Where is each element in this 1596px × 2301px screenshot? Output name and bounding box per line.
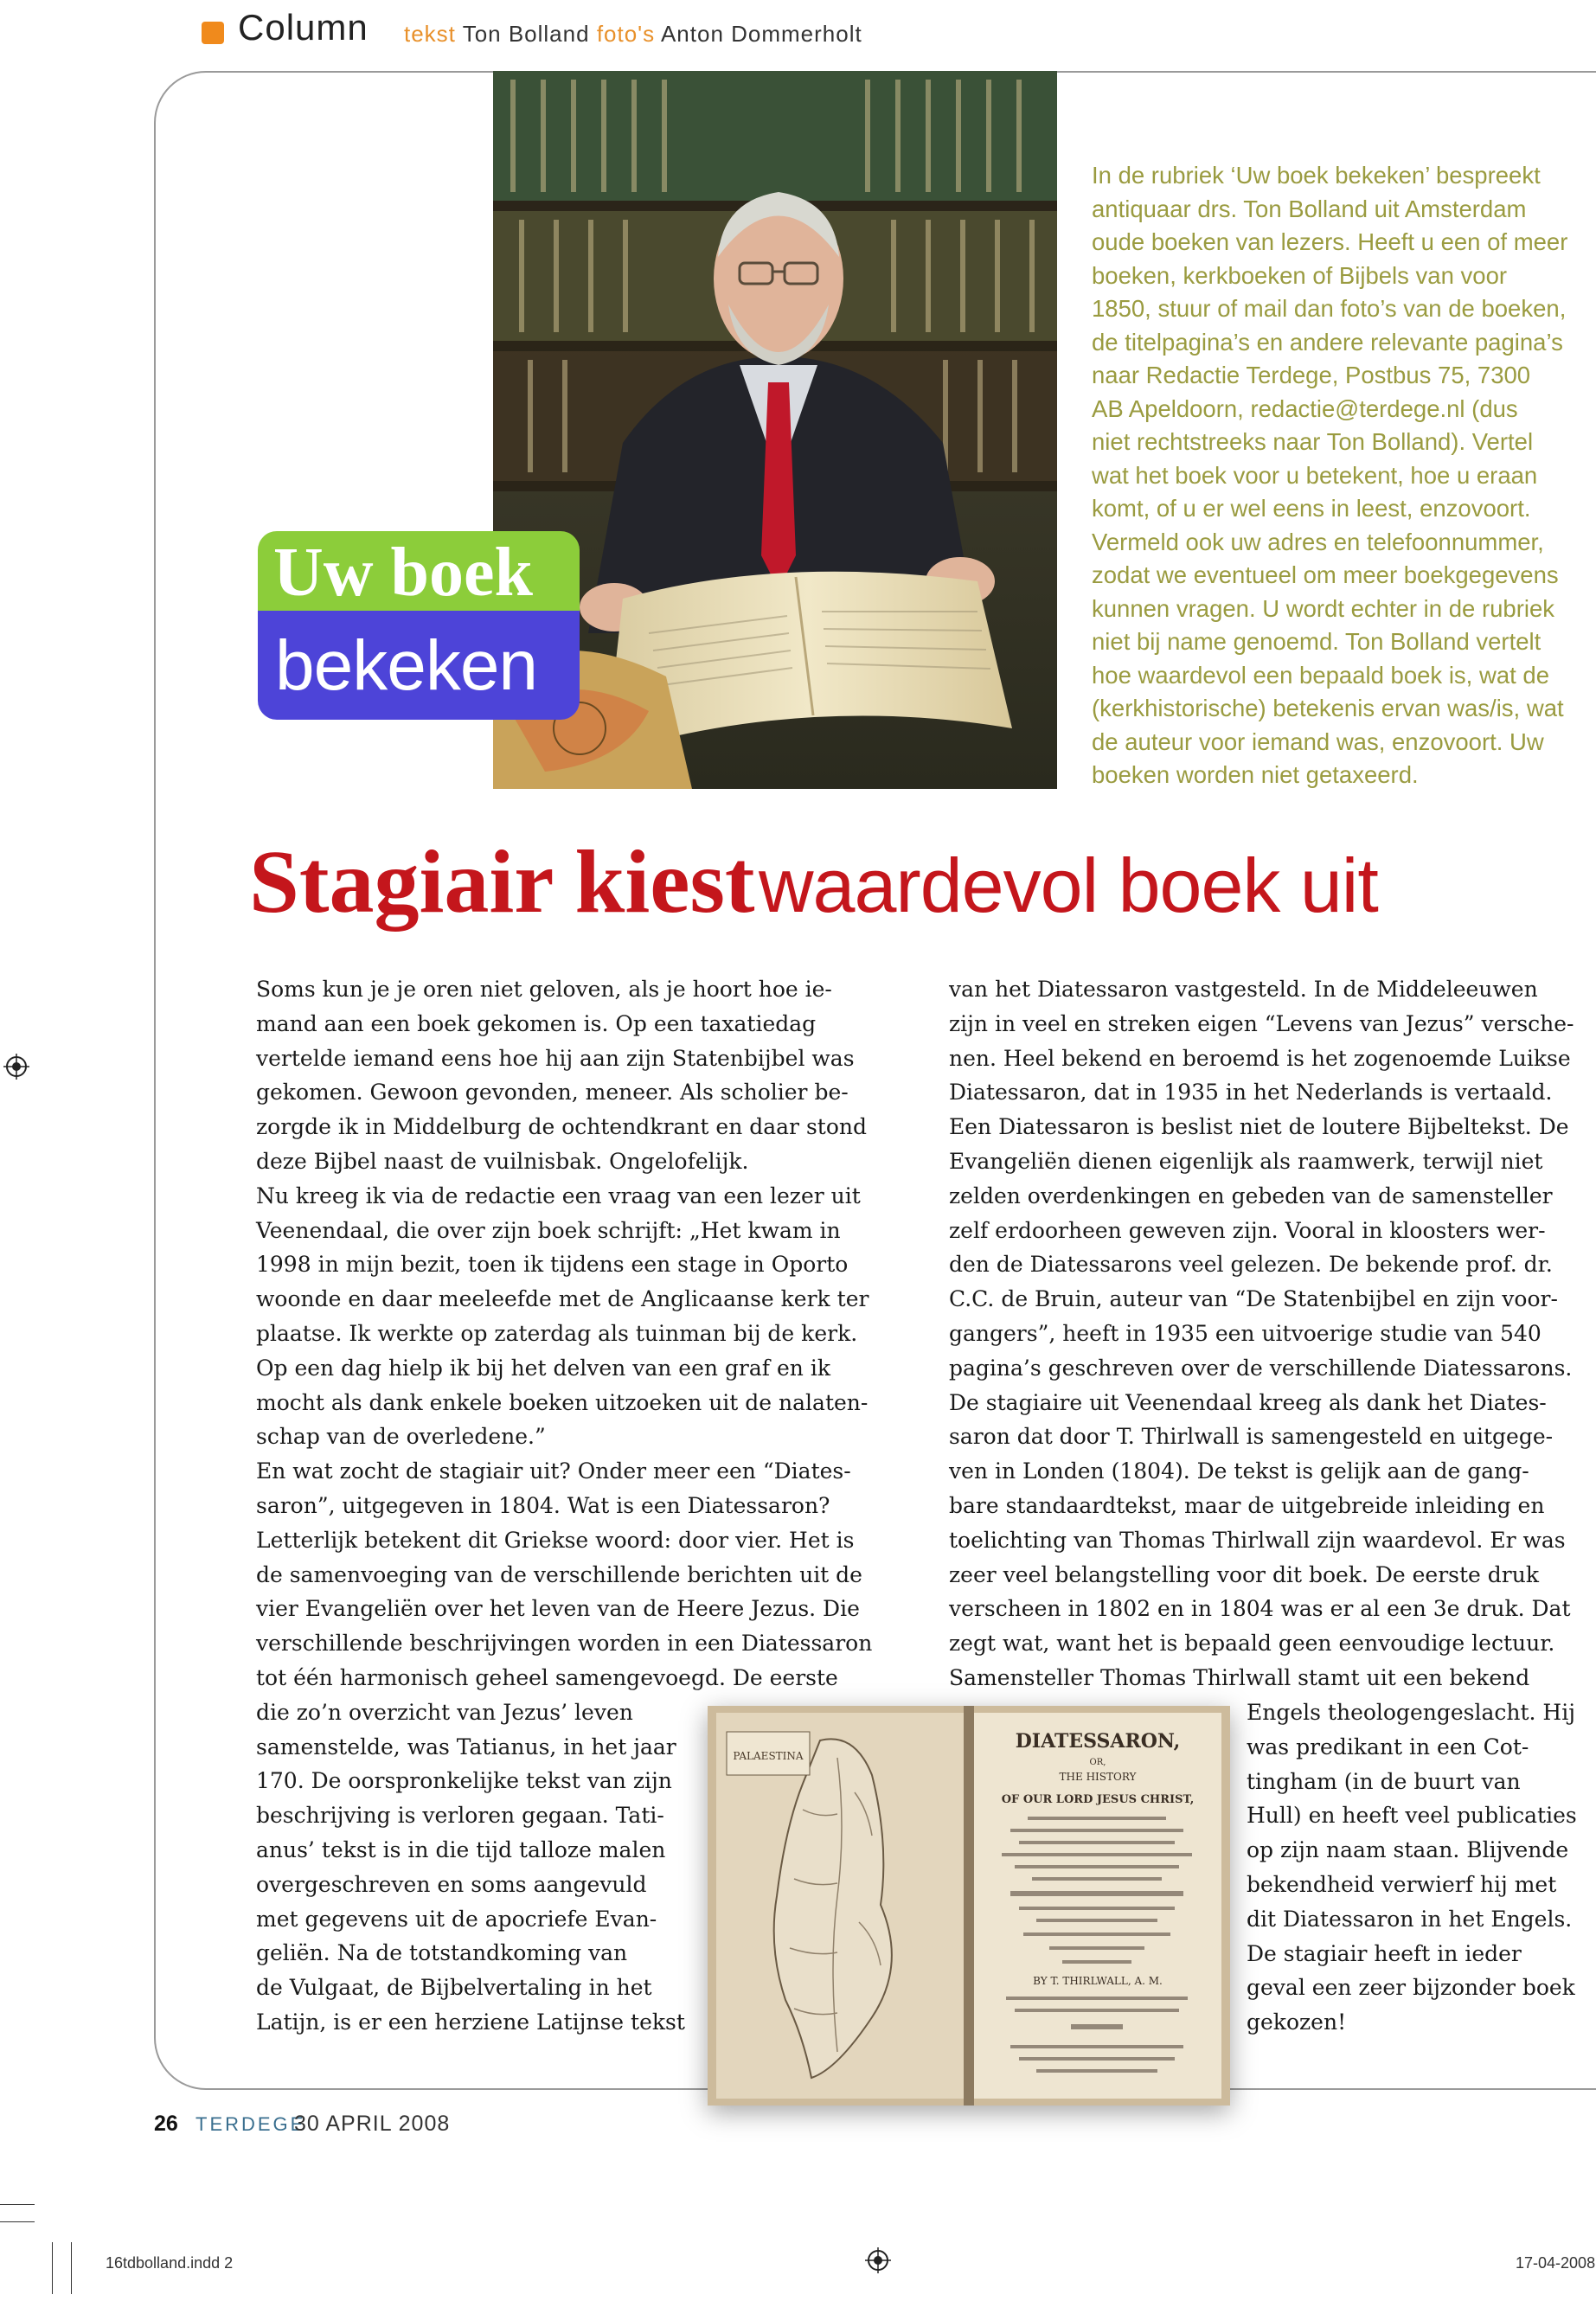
body-line: zijn in veel en streken eigen “Levens van Jezus” versche- xyxy=(949,1010,1574,1036)
body-line: De stagiaire uit Veenendaal kreeg als dank het Diates- xyxy=(949,1389,1547,1415)
body-column-3 xyxy=(1247,1695,1577,2040)
crop-mark xyxy=(71,2242,72,2294)
slug-file: 16tdbolland.indd 2 xyxy=(106,2254,234,2272)
body-line: Engels theologengeslacht. Hij xyxy=(1247,1700,1575,1725)
intro-line: niet rechtstreeks naar Ton Bolland). Vertel xyxy=(1092,428,1534,455)
body-line: saron”, uitgegeven in 1804. Wat is een Diatessaron? xyxy=(256,1492,830,1518)
body-line: saron dat door T. Thirlwall is samengesteld en uitgege- xyxy=(949,1424,1554,1450)
body-line: Nu kreeg ik via de redactie een vraag van een lezer uit xyxy=(256,1183,861,1208)
body-line: gangers”, heeft in 1935 een uitvoerige studie van 540 xyxy=(949,1320,1542,1346)
credit-photo-label: foto's xyxy=(596,21,656,47)
body-line: geliën. Na de totstandkoming van xyxy=(256,1940,628,1966)
author-name: Ton Bolland xyxy=(462,21,590,47)
body-line: 170. De oorspronkelijke tekst van zijn xyxy=(256,1768,672,1794)
body-line: verschillende beschrijvingen worden in een Diatessaron xyxy=(256,1631,873,1657)
body-line: ven in Londen (1804). De tekst is gelijk aan de gang- xyxy=(949,1458,1529,1484)
body-line: den de Diatessarons veel gelezen. De bekende prof. dr. xyxy=(949,1252,1553,1278)
body-line: zelden overdenkingen en gebeden van de samensteller xyxy=(949,1183,1553,1208)
body-line: Een Diatessaron is beslist niet de loutere Bijbeltekst. De xyxy=(949,1114,1569,1140)
publication-name: TERDEGE xyxy=(195,2113,306,2135)
body-line: verscheen in 1802 en in 1804 was er al een 3e druk. Dat xyxy=(949,1596,1571,1622)
body-line: mocht als dank enkele boeken uitzoeken uit de nalaten- xyxy=(256,1389,869,1415)
body-line: was predikant in een Cot- xyxy=(1247,1734,1529,1759)
body-line: Soms kun je je oren niet geloven, als je hoort hoe ie- xyxy=(256,977,832,1002)
intro-line: zodat we eventueel om meer boekgegevens xyxy=(1092,561,1559,588)
body-line: toelichting van Thomas Thirlwall zijn waardevol. Er was xyxy=(949,1527,1566,1553)
intro-line: niet bij name genoemd. Ton Bolland vertelt xyxy=(1092,628,1542,655)
body-line: Evangeliën dienen eigenlijk als raamwerk, terwijl niet xyxy=(949,1148,1543,1174)
section-bullet xyxy=(202,22,224,44)
body-column-2 xyxy=(949,972,1574,1695)
intro-line: boeken worden niet getaxeerd. xyxy=(1092,761,1419,788)
crop-mark xyxy=(0,2204,35,2205)
intro-line: de titelpagina’s en andere relevante pagina’s xyxy=(1092,328,1563,356)
intro-line: (kerkhistorische) betekenis ervan was/is, wat xyxy=(1092,695,1564,721)
crop-mark xyxy=(52,2242,53,2294)
body-line: Samensteller Thomas Thirlwall stamt uit een bekend xyxy=(949,1664,1530,1690)
body-line: dit Diatessaron in het Engels. xyxy=(1247,1906,1573,1932)
map-label: PALAESTINA xyxy=(733,1750,804,1762)
body-line: gekozen! xyxy=(1247,2009,1347,2035)
book-or: OR, xyxy=(1089,1758,1106,1767)
body-line: 1998 in mijn bezit, toen ik tijdens een stage in Oporto xyxy=(256,1252,849,1278)
book-author: BY T. THIRLWALL, A. M. xyxy=(1033,1975,1163,1987)
body-line: de samenvoeging van de verschillende berichten uit de xyxy=(256,1561,862,1587)
photographer-name: Anton Dommerholt xyxy=(660,21,862,47)
body-line: overgeschreven en soms aangevuld xyxy=(256,1871,647,1897)
body-line: zeer veel belangstelling voor dit boek. De eerste druk xyxy=(949,1561,1539,1587)
body-line: deze Bijbel naast de vuilnisbak. Ongelofelijk. xyxy=(256,1148,749,1174)
intro-text xyxy=(1092,159,1576,792)
intro-line: kunnen vragen. U wordt echter in de rubriek xyxy=(1092,594,1555,622)
slug-date: 17-04-2008 xyxy=(1516,2254,1596,2272)
book-title: DIATESSARON, xyxy=(1015,1730,1181,1753)
body-line: Hull) en heeft veel publicaties xyxy=(1247,1803,1577,1829)
body-line: pagina’s geschreven over de verschillende Diatessarons. xyxy=(949,1355,1573,1381)
body-line: Latijn, is er een herziene Latijnse tekst xyxy=(256,2009,685,2035)
body-line: op zijn naam staan. Blijvende xyxy=(1247,1837,1569,1863)
body-line: vier Evangeliën over het leven van de Heere Jezus. Die xyxy=(256,1596,860,1622)
badge-title-line1: Uw boek xyxy=(273,535,534,611)
book-photo-illustration xyxy=(708,1706,1230,2106)
body-line: mand aan een boek gekomen is. Op een taxatiedag xyxy=(256,1010,817,1036)
headline-bold: Stagiair kiest xyxy=(249,832,755,932)
body-line: En wat zocht de stagiair uit? Onder meer een “Diates- xyxy=(256,1458,851,1484)
intro-line: hoe waardevol een bepaald boek is, wat de xyxy=(1092,661,1549,689)
body-line: Op een dag hielp ik bij het delven van een graf en ik xyxy=(256,1355,830,1381)
body-line: anus’ tekst is in die tijd talloze malen xyxy=(256,1836,666,1862)
body-line: geval een zeer bijzonder boek xyxy=(1247,1975,1575,2001)
book-subtitle: OF OUR LORD JESUS CHRIST, xyxy=(1001,1793,1195,1806)
intro-line: de auteur voor iemand was, enzovoort. Uw xyxy=(1092,727,1544,755)
book-photo xyxy=(708,1706,1230,2106)
page-number: 26 xyxy=(154,2112,178,2136)
body-line: die zo’n overzicht van Jezus’ leven xyxy=(256,1699,633,1725)
intro-line: wat het boek voor u betekent, hoe u eraan xyxy=(1092,461,1538,489)
intro-line: antiquaar drs. Ton Bolland uit Amsterdam xyxy=(1092,195,1527,222)
book-history: THE HISTORY xyxy=(1059,1771,1137,1783)
intro-line: AB Apeldoorn, redactie@terdege.nl (dus xyxy=(1092,394,1518,422)
body-line: zelf erdoorheen geweven zijn. Vooral in kloosters wer- xyxy=(949,1217,1546,1243)
credits-line xyxy=(404,21,862,48)
body-line: vertelde iemand eens hoe hij aan zijn Statenbijbel was xyxy=(256,1045,855,1071)
body-line: tot één harmonisch geheel samengevoegd. De eerste xyxy=(256,1664,838,1690)
body-line: bare standaardtekst, maar de uitgebreide inleiding en xyxy=(949,1492,1545,1518)
body-line: woonde en daar meeleefde met de Anglicaanse kerk ter xyxy=(256,1286,869,1312)
crop-mark xyxy=(0,2221,35,2222)
section-label: Column xyxy=(238,7,369,48)
headline-light: waardevol boek uit xyxy=(759,843,1378,928)
body-line: C.C. de Bruin, auteur van “De Statenbijbel en zijn voor- xyxy=(949,1286,1558,1312)
intro-line: oude boeken van lezers. Heeft u een of meer xyxy=(1092,228,1568,255)
body-line: schap van de overledene.” xyxy=(256,1424,546,1450)
credit-text-label: tekst xyxy=(404,21,456,47)
body-line: nen. Heel bekend en beroemd is het zogenoemde Luikse xyxy=(949,1045,1571,1071)
body-line: plaatse. Ik werkte op zaterdag als tuinman bij de kerk. xyxy=(256,1320,858,1346)
publication-date: 30 APRIL 2008 xyxy=(294,2112,451,2136)
body-line: Diatessaron, dat in 1935 in het Nederlands is vertaald. xyxy=(949,1080,1553,1106)
body-line: zegt wat, want het is bepaald geen eenvoudige lectuur. xyxy=(949,1631,1555,1657)
body-line: De stagiair heeft in ieder xyxy=(1247,1940,1522,1966)
body-line: zorgde ik in Middelburg de ochtendkrant en daar stond xyxy=(256,1114,867,1140)
body-line: Letterlijk betekent dit Griekse woord: door vier. Het is xyxy=(256,1527,855,1553)
intro-line: naar Redactie Terdege, Postbus 75, 7300 xyxy=(1092,362,1531,388)
headline xyxy=(249,830,1378,960)
intro-line: 1850, stuur of mail dan foto’s van de boeken, xyxy=(1092,295,1567,322)
body-line: met gegevens uit de apocriefe Evan- xyxy=(256,1906,657,1932)
intro-line: boeken, kerkboeken of Bijbels van voor xyxy=(1092,261,1508,289)
body-line: van het Diatessaron vastgesteld. In de Middeleeuwen xyxy=(949,977,1538,1002)
intro-line: Vermeld ook uw adres en telefoonnummer, xyxy=(1092,528,1544,555)
body-line: bekendheid verwierf hij met xyxy=(1247,1871,1557,1897)
intro-line: komt, of u er wel eens in leest, enzovoort. xyxy=(1092,495,1531,522)
body-line: de Vulgaat, de Bijbelvertaling in het xyxy=(256,1975,652,2001)
body-line: tingham (in de buurt van xyxy=(1247,1768,1521,1794)
body-line: samenstelde, was Tatianus, in het jaar xyxy=(256,1734,676,1759)
body-line: beschrijving is verloren gegaan. Tati- xyxy=(256,1803,664,1829)
body-line: Veenendaal, die over zijn boek schrijft: „Het kwam in xyxy=(256,1217,841,1243)
registration-mark-icon xyxy=(865,2247,891,2273)
intro-line: In de rubriek ‘Uw boek bekeken’ bespreekt xyxy=(1092,162,1541,189)
badge-title-line2: bekeken xyxy=(275,626,538,705)
registration-mark-icon xyxy=(3,1054,29,1080)
body-line: gekomen. Gewoon gevonden, meneer. Als scholier be- xyxy=(256,1080,849,1106)
